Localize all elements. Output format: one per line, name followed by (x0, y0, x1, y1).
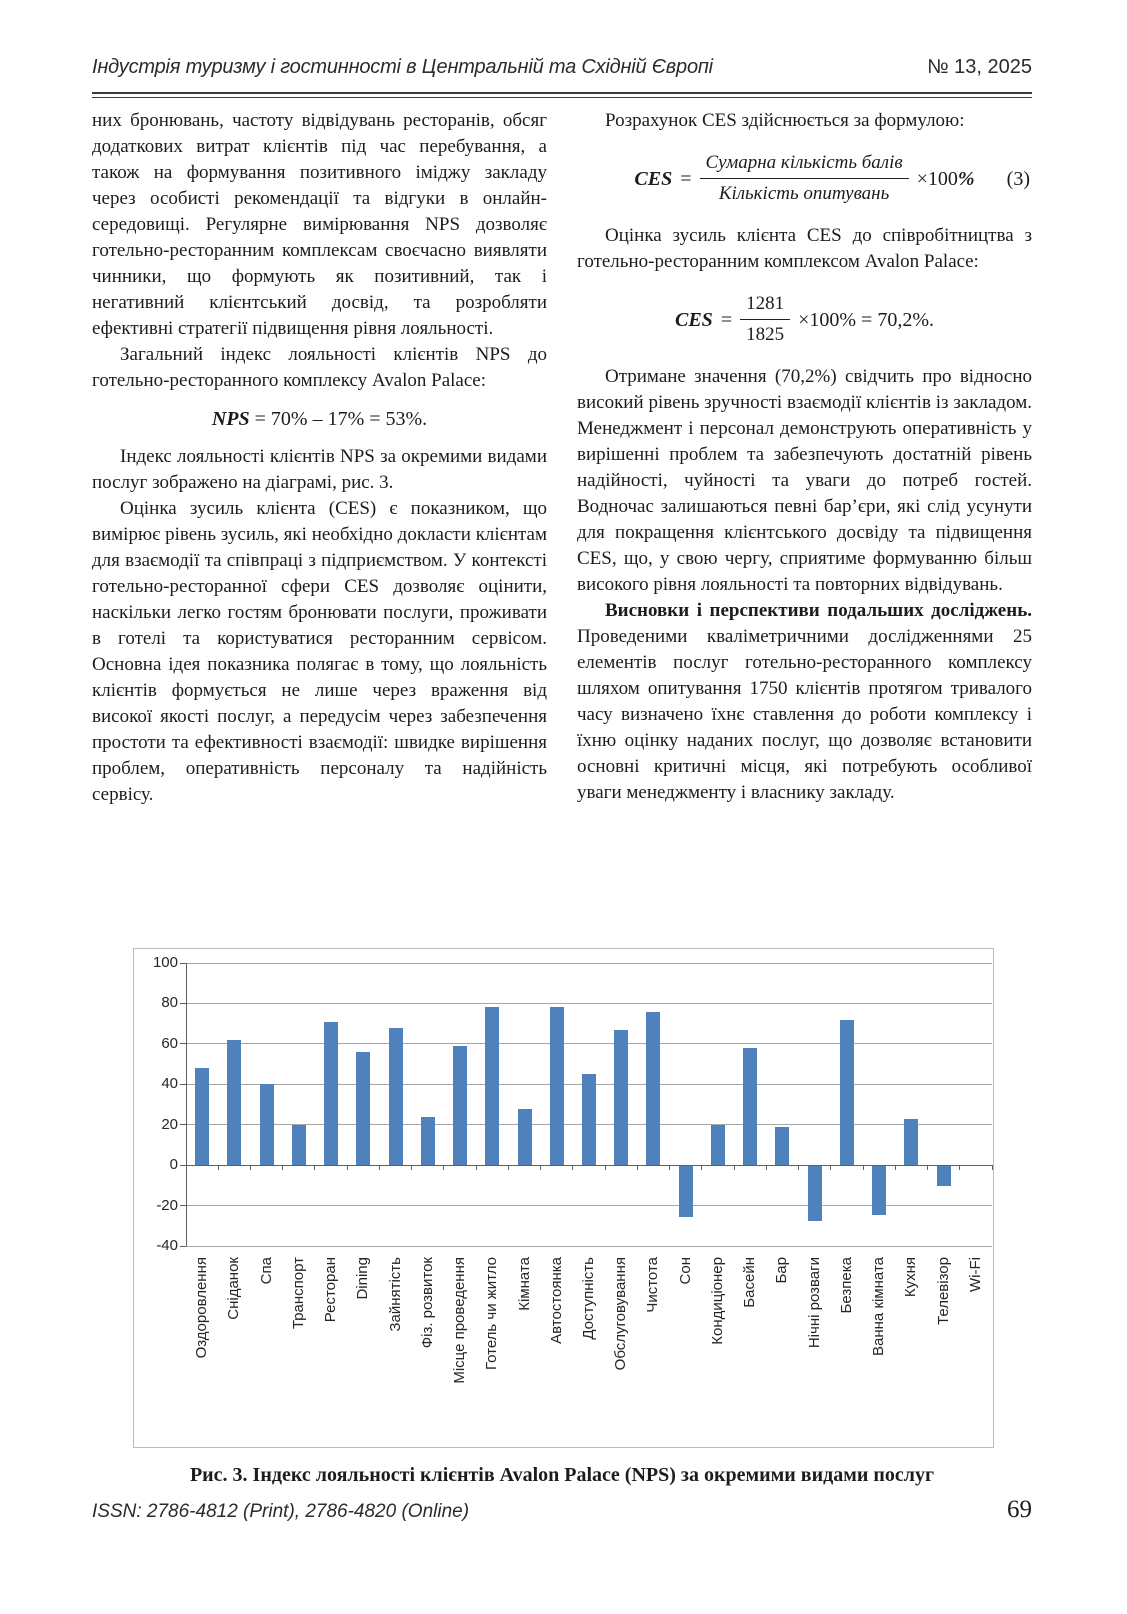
x-axis-tick (443, 1165, 444, 1170)
paragraph: Отримане значення (70,2%) свідчить про відносно високий рівень зручності взаємодії клієнтів із закладом. Менеджмент і персонал демонструють оперативність у вирішенні проблем та забезпечують достатній рівень надійності, чуйності та уваги до потреб гостей. Водночас залишаються певні бар’єри, які слід усунути для покращення клієнтського досвіду та підвищення CES, що, у свою чергу, сприятиме формуванню більш високого рівня лояльності та повторних відвідувань. (577, 366, 1032, 595)
chart-bar-16 (679, 1166, 693, 1217)
issn-line: ISSN: 2786-4812 (Print), 2786-4820 (Online) (92, 1501, 470, 1522)
paragraph (577, 598, 1032, 806)
category-label: Сон (676, 1257, 694, 1285)
paragraph: Оцінка зусиль клієнта (CES) є показником, що вимірює рівень зусиль, які необхідно докласти клієнтам для взаємодії та співпраці з підприємством. У контексті готельно-ресторанної сфери CES дозволяє оцінити, наскільки легко гостям бронювати послуги, проживати в готелі та користуватися ресторанним сервісом. Основна ідея показника полягає в тому, що лояльність клієнтів формується не лише через враження від високої якості послуг, а передусім через забезпечення простоти та ефективності взаємодії: швидке вирішення проблем, оперативність персоналу та надійність сервісу. (92, 498, 547, 805)
x-axis-tick (347, 1165, 348, 1170)
header-divider (92, 92, 1032, 98)
x-axis-tick (186, 1165, 187, 1170)
category-label: Готель чи житло (483, 1257, 501, 1370)
category-label: Кімната (515, 1257, 533, 1311)
chart-bar-12 (550, 1007, 564, 1165)
y-axis-line (186, 963, 187, 1246)
multiplier-value: ×100 (916, 167, 958, 190)
x-axis-tick (669, 1165, 670, 1170)
x-axis-tick (863, 1165, 864, 1170)
x-axis-tick (798, 1165, 799, 1170)
x-axis-tick (282, 1165, 283, 1170)
y-axis-label: 80 (161, 994, 178, 1012)
category-label: Кондиціонер (708, 1257, 726, 1345)
x-axis-tick (701, 1165, 702, 1170)
x-axis-tick (379, 1165, 380, 1170)
y-axis-label: 0 (169, 1156, 178, 1174)
right-column (577, 108, 1032, 808)
fraction-denominator: Кількість опитувань (718, 183, 890, 204)
category-label: Транспорт (289, 1257, 307, 1330)
ces-formula (577, 150, 1032, 207)
page-number: 69 (1007, 1496, 1032, 1523)
chart-bar-23 (904, 1119, 918, 1165)
chart-bar-5 (324, 1022, 338, 1166)
chart-bar-17 (711, 1125, 725, 1165)
chart-bar-3 (260, 1084, 274, 1165)
chart-bar-11 (518, 1109, 532, 1166)
x-axis-tick (766, 1165, 767, 1170)
y-axis-label: 100 (152, 954, 178, 971)
formula-expression: = 70% – 17% = 53%. (249, 408, 428, 430)
y-axis-label: 40 (161, 1075, 178, 1093)
left-column (92, 108, 547, 808)
y-axis-label: -40 (156, 1237, 178, 1254)
y-axis-label: 20 (161, 1115, 178, 1133)
issue-number: № 13, 2025 (927, 56, 1032, 78)
multiplier (917, 166, 975, 192)
percent-sign: % (957, 167, 975, 190)
formula-variable: NPS (211, 408, 250, 430)
paragraph: Розрахунок CES здійснюється за формулою: (605, 110, 965, 131)
category-label: Ресторан (322, 1257, 340, 1323)
bar-chart (134, 949, 993, 1447)
fraction (700, 150, 909, 207)
chart-bar-4 (292, 1125, 306, 1165)
chart-bar-21 (840, 1020, 854, 1166)
chart-bar-24 (937, 1166, 951, 1186)
x-axis-tick (734, 1165, 735, 1170)
paragraph: Індекс лояльності клієнтів NPS за окремими видами послуг зображено на діаграмі, рис. 3. (92, 446, 547, 493)
x-axis-tick (508, 1165, 509, 1170)
category-label: Телевізор (934, 1257, 952, 1325)
category-label: Басейн (741, 1257, 759, 1308)
category-label: Ванна кімната (870, 1257, 888, 1356)
equation-number: (3) (1006, 167, 1030, 190)
x-axis-tick (959, 1165, 960, 1170)
equals-sign: = (720, 308, 733, 331)
chart-bar-6 (356, 1052, 370, 1165)
chart-bar-14 (614, 1030, 628, 1165)
paragraph: Оцінка зусиль клієнта CES до співробітництва з готельно-ресторанним комплексом Avalon Palace: (577, 225, 1032, 272)
page-footer (92, 1496, 1032, 1524)
category-label: Чистота (644, 1257, 662, 1313)
paragraph-text: Проведеними кваліметричними дослідженнями 25 елементів послуг готельно-ресторанного комплексу шляхом опитування 1750 клієнтів протягом тривалого часу визначено їхнє ставлення до роботи комплексу і їхню оцінку наданих послуг, що дозволяє встановити основні критичні місця, які потребують особливої уваги менеджменту і власнику закладу. (577, 626, 1032, 803)
category-label: Автостоянка (547, 1257, 565, 1344)
chart-bar-19 (775, 1127, 789, 1165)
x-axis-tick (992, 1165, 993, 1170)
category-label: Фіз. розвиток (418, 1257, 436, 1349)
x-axis-tick (572, 1165, 573, 1170)
formula-variable: CES (634, 167, 673, 190)
nps-bar-chart-figure (133, 948, 994, 1448)
x-axis-tick (605, 1165, 606, 1170)
category-label: Нічні розваги (805, 1257, 823, 1349)
paragraph: них бронювань, частоту відвідувань ресторанів, обсяг додаткових витрат клієнтів під час перебування, а також на формування позитивного іміджу закладу через особисті рекомендації та відгуки в онлайн-середовищі. Регулярне вимірювання NPS дозволяє готельно-ресторанним комплексам своєчасно виявляти чинники, що формують як позитивний, так і негативний клієнтський досвід, та розробляти ефективні стратегії підвищення рівня лояльності. (92, 110, 547, 339)
category-label: Місце проведення (451, 1257, 469, 1384)
category-label: Оздоровлення (193, 1257, 211, 1359)
x-axis-tick (218, 1165, 219, 1170)
chart-bar-1 (195, 1068, 209, 1165)
gridline (186, 963, 992, 964)
nps-formula (92, 406, 547, 432)
category-label: Сніданок (225, 1257, 243, 1320)
x-axis-tick (476, 1165, 477, 1170)
category-label: Wi-Fi (966, 1257, 984, 1292)
x-axis-tick (927, 1165, 928, 1170)
fraction-numerator: Сумарна кількість балів (700, 150, 909, 179)
category-label: Доступність (580, 1257, 597, 1340)
fraction-denominator: 1825 (746, 324, 785, 345)
chart-bar-20 (808, 1166, 822, 1221)
chart-bar-13 (582, 1074, 596, 1165)
figure-caption: Рис. 3. Індекс лояльності клієнтів Avalon Palace (NPS) за окремими видами послуг (189, 1464, 935, 1486)
x-axis-tick (637, 1165, 638, 1170)
gridline (186, 1043, 992, 1044)
y-axis-label: -20 (156, 1196, 178, 1214)
chart-bar-7 (389, 1028, 403, 1165)
conclusions-heading: Висновки і перспективи подальших досліджень. (605, 600, 1032, 621)
x-axis-tick (540, 1165, 541, 1170)
ces-value-formula (577, 291, 1032, 348)
page-header (92, 56, 1032, 79)
fraction-numerator: 1281 (740, 291, 790, 320)
fraction (740, 291, 790, 348)
category-label: Кухня (902, 1257, 920, 1298)
category-label: Спа (257, 1257, 275, 1285)
x-axis-tick (830, 1165, 831, 1170)
category-label: Обслуговування (612, 1257, 630, 1371)
formula-variable: CES (675, 308, 713, 331)
equals-sign: = (680, 167, 692, 190)
category-label: Dining (354, 1257, 372, 1300)
gridline (186, 1205, 992, 1206)
chart-bar-2 (227, 1040, 241, 1165)
journal-title: Індустрія туризму і гостинності в Центральній та Східній Європі (92, 56, 713, 78)
chart-bar-22 (872, 1166, 886, 1215)
formula-expression: ×100% = 70,2%. (798, 308, 934, 331)
x-axis-tick (411, 1165, 412, 1170)
category-label: Безпека (837, 1257, 855, 1314)
x-axis-tick (314, 1165, 315, 1170)
chart-bar-10 (485, 1007, 499, 1165)
x-axis-tick (895, 1165, 896, 1170)
chart-bar-18 (743, 1048, 757, 1165)
chart-bar-9 (453, 1046, 467, 1165)
body-columns (92, 108, 1032, 808)
category-label: Бар (773, 1257, 791, 1284)
gridline (186, 1246, 992, 1247)
y-axis-label: 60 (161, 1034, 178, 1052)
chart-bar-8 (421, 1117, 435, 1166)
paragraph: Загальний індекс лояльності клієнтів NPS до готельно-ресторанного комплексу Avalon Palace: (92, 344, 547, 391)
x-axis-tick (250, 1165, 251, 1170)
chart-bar-15 (646, 1012, 660, 1166)
category-label: Зайнятість (386, 1257, 404, 1332)
gridline (186, 1003, 992, 1004)
